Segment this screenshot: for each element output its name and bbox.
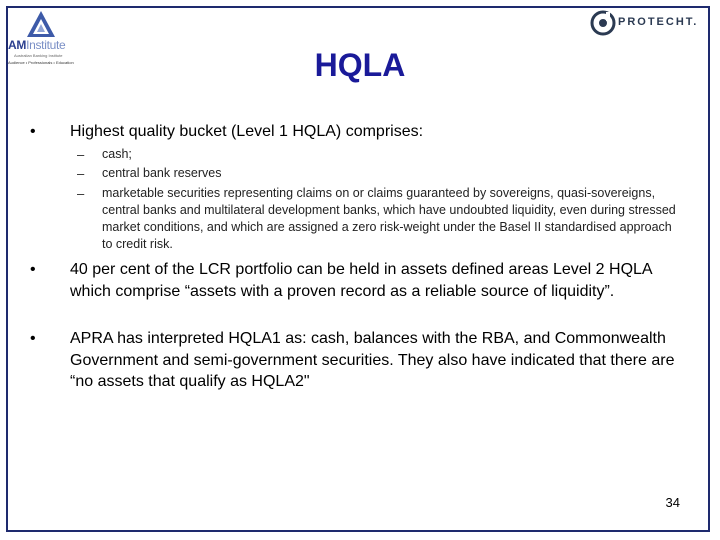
sub-item-text: marketable securities representing claims on or claims guaranteed by sovereigns, quasi-sovereigns, central banks and multilateral development banks, which have undoubted liquidity, even during stressed market conditions, and which are assigned a zero risk-weight under the Basel II standardised approach to credit risk. bbox=[102, 186, 676, 251]
bullet-marker: • bbox=[30, 123, 36, 140]
logo-subtitle: Australian Banking Institute bbox=[14, 53, 63, 58]
logo-wordmark: AMInstitute bbox=[8, 38, 66, 52]
slide-title: HQLA bbox=[314, 47, 406, 83]
sub-item-dash: – bbox=[77, 186, 85, 201]
sub-item-dash: – bbox=[77, 147, 85, 162]
triangle-logo-icon bbox=[26, 10, 56, 38]
logo-tagline: Audience • Professionals • Education bbox=[8, 60, 74, 65]
bullet-text: 40 per cent of the LCR portfolio can be held in assets defined areas Level 2 HQLA which comprise “assets with a proven record as a reliable source of liquidity”. bbox=[70, 261, 652, 300]
sub-item-text: cash; bbox=[102, 147, 132, 161]
protecht-wordmark: PROTECHT. bbox=[618, 16, 699, 28]
page-number: 34 bbox=[665, 495, 680, 510]
bullet-marker: • bbox=[30, 330, 36, 347]
sub-item-text: central bank reserves bbox=[102, 166, 222, 180]
bullet-text: APRA has interpreted HQLA1 as: cash, balances with the RBA, and Commonwealth Government and semi-government securities. They also have indicated that there are “no assets that qualify as HQLA2" bbox=[70, 330, 675, 390]
bullet-text: Highest quality bucket (Level 1 HQLA) comprises: bbox=[70, 123, 424, 140]
protecht-logo bbox=[588, 10, 710, 38]
bullet-marker: • bbox=[30, 261, 36, 278]
protecht-mark-icon bbox=[590, 10, 616, 36]
sub-item-dash: – bbox=[77, 166, 85, 181]
